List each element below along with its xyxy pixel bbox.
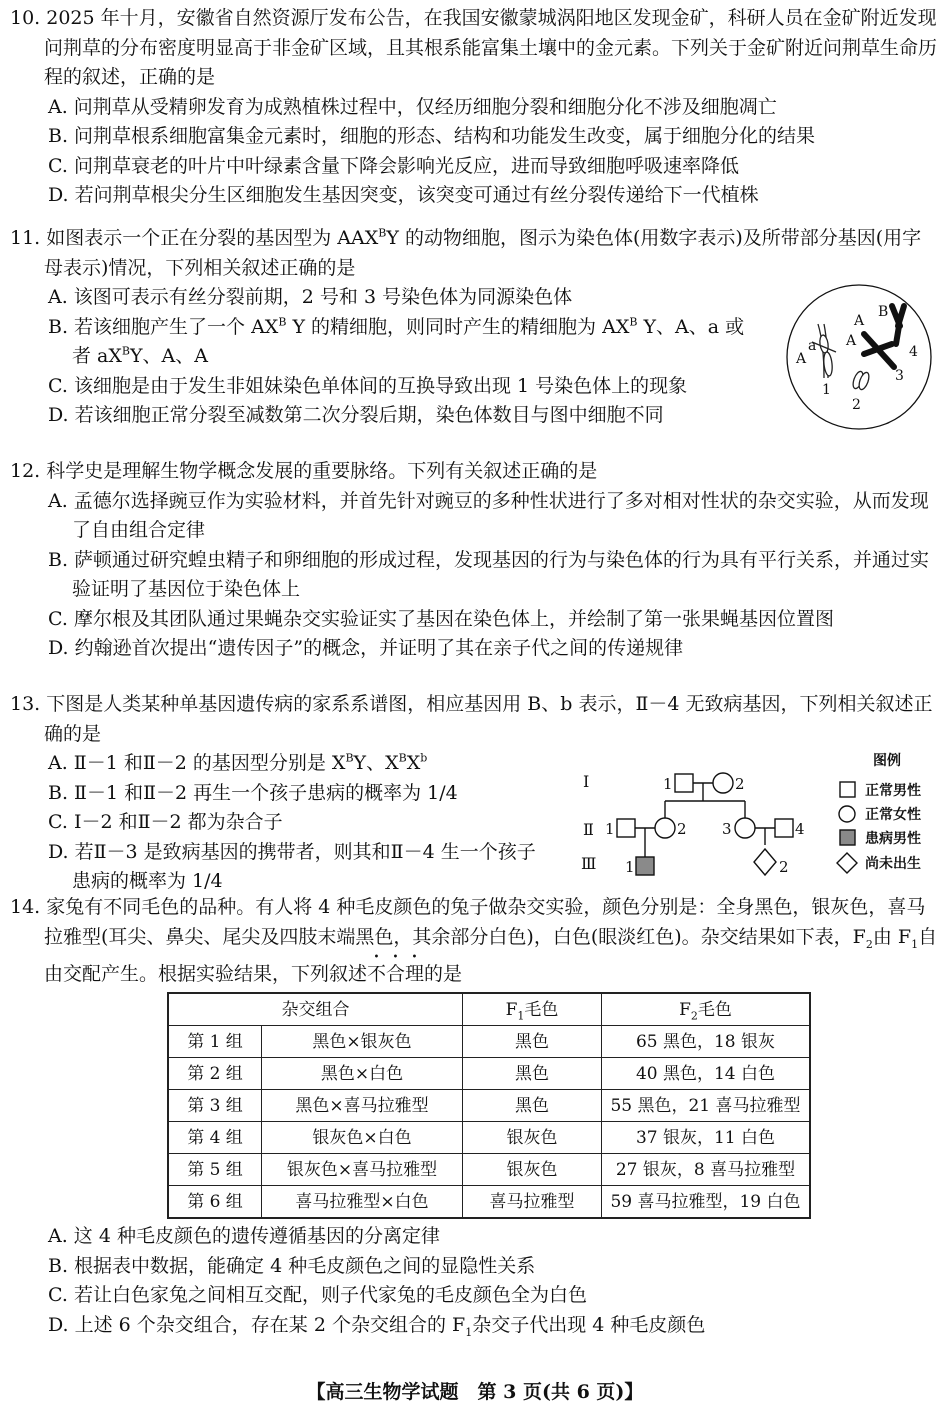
table-row	[168, 1026, 810, 1058]
question-10	[10, 4, 938, 211]
q14-stem: 14. 家兔有不同毛色的品种。有人将 4 种毛皮颜色的兔子做杂交实验，颜色分别是：全身黑色，银灰色，喜马拉雅型(耳尖、鼻尖、尾尖及四肢末端黑色，其余部分白色)，白色(眼淡红色)。杂交结果如下表，$F_2$由 $F_1$自由交配产生。根据实验结果，下列叙述不合理的是	[10, 896, 938, 985]
q13-option-b: B. Ⅱ－1 和Ⅱ－2 再生一个孩子患病的概率为 1/4	[48, 781, 458, 804]
cell-cross: 喜马拉雅型×白色	[262, 1186, 463, 1219]
person-i-2	[713, 773, 733, 793]
question-12	[10, 457, 938, 664]
cross-results-table	[167, 992, 811, 1219]
label-a-small: a	[808, 338, 817, 354]
q11-option-b: B. 若该细胞产生了一个 $AX^B$ Y 的精细胞，则同时产生的精细胞为 $AX^B$ Y、A、a 或者 $aX^BY$、A、A	[48, 315, 745, 367]
id-i-2: 2	[735, 775, 745, 793]
gen-label-iii: Ⅲ	[581, 854, 597, 873]
table-row	[168, 1058, 810, 1090]
person-iii-2	[754, 849, 776, 875]
legend-female-icon	[839, 806, 855, 822]
person-ii-3	[735, 818, 755, 838]
legend-male-icon	[840, 782, 855, 797]
cell-division-figure	[784, 282, 934, 432]
q14-option-d: D. 上述 6 个杂交组合，存在某 2 个杂交组合的 $F_1$杂交子代出现 4 种毛皮颜色	[48, 1313, 706, 1339]
q10-option-d: D. 若问荆草根尖分生区细胞发生基因突变，该突变可通过有丝分裂传递给下一代植株	[48, 184, 759, 206]
table-row	[168, 1186, 810, 1219]
q14-option-c: C. 若让白色家兔之间相互交配，则子代家兔的毛皮颜色全为白色	[48, 1284, 587, 1306]
id-ii-2: 2	[677, 820, 687, 838]
question-14	[10, 893, 938, 990]
q11-option-c: C. 该细胞是由于发生非姐妹染色单体间的互换导致出现 1 号染色体上的现象	[48, 374, 688, 397]
cell-group: 第 4 组	[168, 1122, 262, 1154]
question-14-options	[10, 1222, 938, 1340]
q12-stem: 12. 科学史是理解生物学概念发展的重要脉络。下列有关叙述正确的是	[10, 460, 598, 482]
header-f2: $F_2$毛色	[602, 993, 811, 1026]
label-n2: 2	[852, 397, 861, 413]
cell-f1: 银灰色	[463, 1122, 602, 1154]
q12-option-d: D. 约翰逊首次提出“遗传因子”的概念，并证明了其在亲子代之间的传递规律	[48, 637, 684, 659]
q11-option-d: D. 若该细胞正常分裂至减数第二次分裂后期，染色体数目与图中细胞不同	[48, 404, 664, 426]
q13-stem: 13. 下图是人类某种单基因遗传病的家系系谱图，相应基因用 B、b 表示，Ⅱ－4 无致病基因，下列相关叙述正确的是	[10, 693, 933, 745]
gen-label-ii: Ⅱ	[583, 820, 594, 839]
q13-option-c: C. Ⅰ－2 和Ⅱ－2 都为杂合子	[48, 811, 283, 833]
label-a-top: A	[854, 313, 865, 329]
q10-option-c: C. 问荆草衰老的叶片中叶绿素含量下降会影响光反应，进而导致细胞呼吸速率降低	[48, 154, 739, 177]
q12-option-a: A. 孟德尔选择豌豆作为实验材料，并首先针对豌豆的多种性状进行了多对相对性状的杂交实验，从而发现了自由组合定律	[48, 489, 929, 541]
legend-unborn-label: 尚未出生	[865, 856, 921, 872]
table-header-row	[168, 993, 810, 1026]
id-iii-2: 2	[779, 858, 789, 876]
id-ii-4: 4	[795, 820, 805, 838]
label-b: B	[878, 304, 889, 320]
cell-cross: 黑色×白色	[262, 1058, 463, 1090]
id-ii-1: 1	[605, 820, 615, 838]
person-iii-1	[636, 857, 654, 875]
cell-f2: 65 黑色，18 银灰	[602, 1026, 811, 1058]
table-row	[168, 1154, 810, 1186]
cell-f2: 40 黑色，14 白色	[602, 1058, 811, 1090]
label-n1: 1	[822, 382, 831, 398]
cell-group: 第 5 组	[168, 1154, 262, 1186]
q14-option-b: B. 根据表中数据，能确定 4 种毛皮颜色之间的显隐性关系	[48, 1254, 536, 1277]
label-n4: 4	[909, 344, 918, 360]
pedigree-legend	[837, 752, 921, 873]
cell-f2: 55 黑色，21 喜马拉雅型	[602, 1090, 811, 1122]
cell-group: 第 6 组	[168, 1186, 262, 1219]
pedigree-chart	[575, 745, 945, 885]
q11-option-a: A. 该图可表示有丝分裂前期，2 号和 3 号染色体为同源染色体	[48, 286, 573, 308]
legend-affected-icon	[840, 830, 855, 845]
chromosome-3	[864, 334, 894, 367]
id-i-1: 1	[663, 775, 673, 793]
q10-stem: 10. 2025 年十月，安徽省自然资源厅发布公告，在我国安徽蒙城涡阳地区发现金矿，科研人员在金矿附近发现问荆草的分布密度明显高于非金矿区域，且其根系能富集土壤中的金元素。下列关于金矿附近问荆草生命历程的叙述，正确的是	[10, 7, 938, 88]
label-n3: 3	[895, 368, 904, 384]
id-iii-1: 1	[625, 858, 635, 876]
cell-f2: 37 银灰，11 白色	[602, 1122, 811, 1154]
q13-option-d: D. 若Ⅱ－3 是致病基因的携带者，则其和Ⅱ－4 生一个孩子患病的概率为 1/4	[48, 840, 536, 892]
legend-title: 图例	[873, 753, 901, 769]
id-ii-3: 3	[722, 820, 732, 838]
cell-group: 第 2 组	[168, 1058, 262, 1090]
cell-f2: 27 银灰，8 喜马拉雅型	[602, 1154, 811, 1186]
legend-female-label: 正常女性	[865, 807, 921, 823]
cell-f1: 黑色	[463, 1058, 602, 1090]
header-cross: 杂交组合	[168, 993, 463, 1026]
label-a-left: A	[796, 351, 807, 367]
cell-f1: 银灰色	[463, 1154, 602, 1186]
person-i-1	[675, 774, 693, 792]
q11-stem: 11. 如图表示一个正在分裂的基因型为 $AAX^BY$ 的动物细胞，图示为染色体(用数字表示)及所带部分基因(用字母表示)情况，下列相关叙述正确的是	[10, 226, 922, 279]
person-ii-1	[617, 819, 635, 837]
person-ii-2	[655, 818, 675, 838]
cell-group: 第 1 组	[168, 1026, 262, 1058]
page-footer: 【高三生物学试题 第 3 页(共 6 页)】	[306, 1381, 644, 1403]
cell-cross: 黑色×喜马拉雅型	[262, 1090, 463, 1122]
q14-option-a: A. 这 4 种毛皮颜色的遗传遵循基因的分离定律	[48, 1225, 440, 1247]
person-ii-4	[775, 819, 793, 837]
cell-cross: 银灰色×喜马拉雅型	[262, 1154, 463, 1186]
cell-cross: 银灰色×白色	[262, 1122, 463, 1154]
q12-option-b: B. 萨顿通过研究蝗虫精子和卵细胞的形成过程，发现基因的行为与染色体的行为具有平行关系，并通过实验证明了基因位于染色体上	[48, 548, 930, 600]
cell-group: 第 3 组	[168, 1090, 262, 1122]
label-a-mid: A	[846, 333, 857, 349]
chromosome-4	[892, 306, 904, 344]
chromosome-2	[851, 370, 871, 391]
cell-cross: 黑色×银灰色	[262, 1026, 463, 1058]
q10-option-a: A. 问荆草从受精卵发育为成熟植株过程中，仅经历细胞分裂和细胞分化不涉及细胞凋亡	[48, 95, 777, 118]
legend-unborn-icon	[837, 853, 857, 873]
header-f1: $F_1$毛色	[463, 993, 602, 1026]
q13-option-a: A. Ⅱ－1 和Ⅱ－2 的基因型分别是 $X^BY$、$X^BX^b$	[48, 751, 428, 774]
q10-option-b: B. 问荆草根系细胞富集金元素时，细胞的形态、结构和功能发生改变，属于细胞分化的结果	[48, 125, 816, 147]
cell-f1: 黑色	[463, 1090, 602, 1122]
cell-f1: 黑色	[463, 1026, 602, 1058]
emphasis-not-reasonable: 不合理	[367, 963, 425, 985]
gen-label-i: Ⅰ	[583, 772, 590, 791]
legend-male-label: 正常男性	[865, 783, 921, 799]
cell-f1: 喜马拉雅型	[463, 1186, 602, 1219]
table-row	[168, 1090, 810, 1122]
table-row	[168, 1122, 810, 1154]
cell-f2: 59 喜马拉雅型，19 白色	[602, 1186, 811, 1219]
q12-option-c: C. 摩尔根及其团队通过果蝇杂交实验证实了基因在染色体上，并绘制了第一张果蝇基因位置图	[48, 607, 834, 630]
legend-affected-label: 患病男性	[865, 831, 921, 847]
